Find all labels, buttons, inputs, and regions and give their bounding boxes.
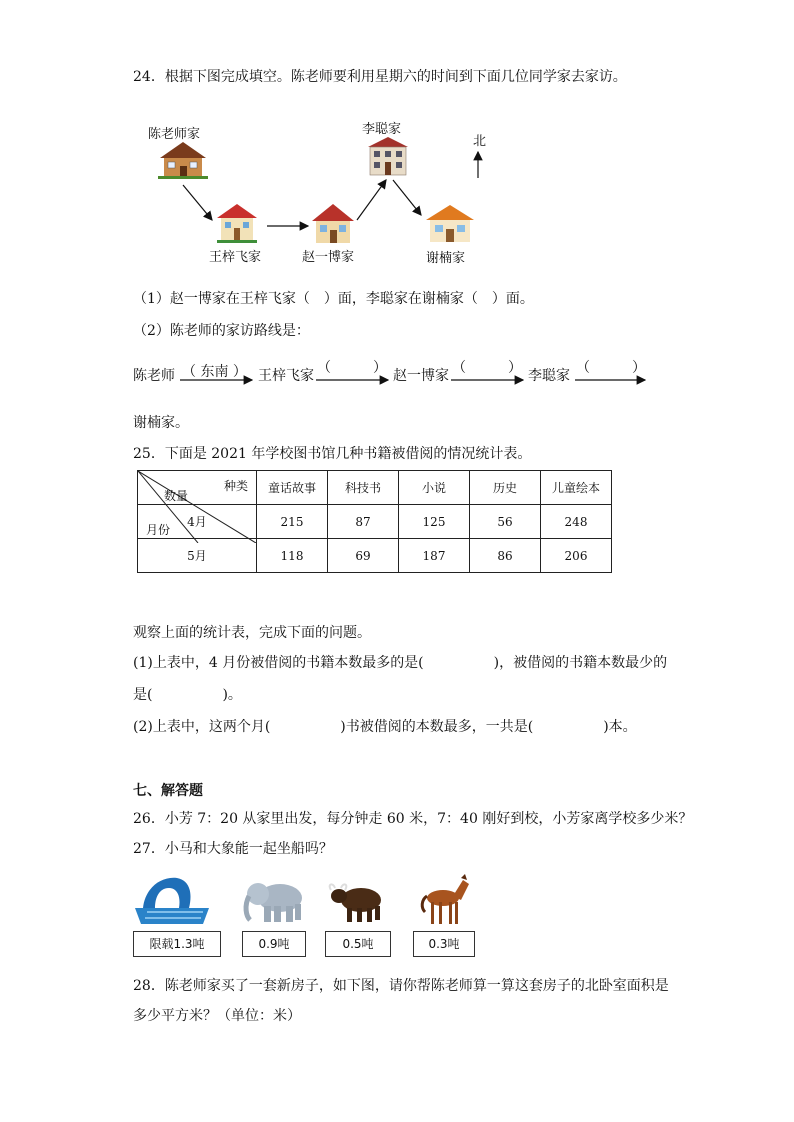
boat-icon	[133, 868, 215, 928]
table-cell: 86	[470, 539, 541, 573]
label-wang-home: 王梓飞家	[209, 250, 262, 265]
q24-intro: 24．根据下图完成填空。陈老师要利用星期六的时间到下面几位同学家去家访。	[133, 69, 627, 85]
route-end: 谢楠家。	[133, 415, 189, 431]
header-picture-books: 儿童绘本	[541, 471, 612, 505]
label-zhao-home: 赵一博家	[302, 250, 355, 265]
zhao-house-icon	[310, 201, 356, 245]
elephant-icon	[240, 876, 310, 926]
header-history: 历史	[470, 471, 541, 505]
q26-text: 26．小芳 7：20 从家里出发，每分钟走 60 米，7：40 刚好到校，小芳家离学校多少米？	[133, 811, 693, 827]
route-stop-2: 赵一博家	[393, 368, 449, 384]
table-cell: 248	[541, 505, 612, 539]
q24-sub1: （1）赵一博家在王梓飞家（ ）面，李聪家在谢楠家（ ）面。	[133, 291, 534, 307]
yak-icon	[325, 876, 391, 926]
route-dir-1: （ 东南 ）	[182, 364, 247, 380]
horse-icon	[413, 872, 475, 928]
header-fairy-tales: 童话故事	[257, 471, 328, 505]
q27-text: 27．小马和大象能一起坐船吗？	[133, 841, 333, 857]
route-dir-2: （ ）	[317, 360, 387, 376]
arrow-li-to-xie	[393, 180, 421, 215]
elephant-weight-label: 0.9吨	[242, 931, 306, 957]
table-cell: 206	[541, 539, 612, 573]
table-cell: 125	[399, 505, 470, 539]
table-row	[138, 539, 612, 573]
label-li-home: 李聪家	[362, 122, 402, 137]
label-xie-home: 谢楠家	[426, 251, 466, 266]
q28-line1: 28．陈老师家买了一套新房子，如下图，请你帮陈老师算一算这套房子的北卧室面积是	[133, 978, 669, 994]
table-cell: 87	[328, 505, 399, 539]
table-cell: 215	[257, 505, 328, 539]
q24-sub2: （2）陈老师的家访路线是：	[133, 323, 310, 339]
route-stop-3: 李聪家	[528, 368, 570, 384]
table-cell: 69	[328, 539, 399, 573]
route-stop-1: 王梓飞家	[258, 368, 314, 384]
row-month: 4月	[138, 505, 257, 539]
corner-month-label: 月份	[146, 523, 171, 537]
route-dir-3: （ ）	[452, 360, 522, 376]
q25-intro: 25．下面是 2021 年学校图书馆几种书籍被借阅的情况统计表。	[133, 446, 532, 462]
chen-house-icon	[156, 140, 210, 180]
q25-part1-line1: (1)上表中，4 月份被借阅的书籍本数最多的是( )，被借阅的书籍本数最少的	[133, 655, 668, 671]
label-chen-home: 陈老师家	[148, 127, 201, 142]
xie-house-icon	[424, 202, 476, 244]
q25-part2: (2)上表中，这两个月( )书被借阅的本数最多，一共是( )本。	[133, 719, 637, 735]
wang-house-icon	[215, 200, 259, 244]
route-start: 陈老师	[133, 368, 175, 384]
corner-kind-label: 种类	[224, 479, 249, 493]
table-cell: 56	[470, 505, 541, 539]
corner-qty-label: 数量	[164, 489, 189, 503]
table-header-row	[138, 471, 612, 505]
li-house-icon	[365, 135, 411, 177]
q28-line2: 多少平方米？（单位：米）	[133, 1008, 301, 1024]
arrow-zhao-to-li	[357, 180, 386, 220]
table-cell: 118	[257, 539, 328, 573]
route-dir-4: （ ）	[576, 360, 646, 376]
boat-load-label: 限载1.3吨	[133, 931, 221, 957]
q25-observe: 观察上面的统计表，完成下面的问题。	[133, 625, 371, 641]
q25-part1-line2: 是( )。	[133, 687, 242, 703]
header-science: 科技书	[328, 471, 399, 505]
table-cell: 187	[399, 539, 470, 573]
section-title: 七、解答题	[133, 783, 203, 799]
header-novels: 小说	[399, 471, 470, 505]
arrow-chen-to-wang	[183, 185, 212, 220]
borrow-stats-table	[137, 470, 612, 573]
route-line-arrows	[0, 370, 794, 390]
row-month: 5月	[138, 539, 257, 573]
yak-weight-label: 0.5吨	[325, 931, 391, 957]
horse-weight-label: 0.3吨	[413, 931, 475, 957]
north-label: 北	[473, 134, 487, 149]
